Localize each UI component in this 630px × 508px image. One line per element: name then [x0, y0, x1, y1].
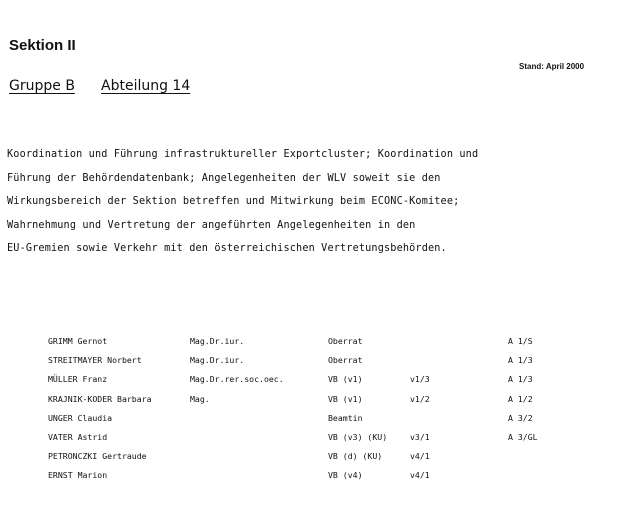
staff-function: VB (v1) [328, 393, 363, 404]
staff-title: Mag.Dr.iur. [190, 355, 245, 366]
staff-function: Oberrat [328, 336, 363, 346]
description [7, 143, 625, 261]
staff-name: UNGER Claudia [48, 412, 113, 423]
staff-name: PETRONCZKI Gertraude [48, 451, 147, 462]
staff-name: GRIMM Gernot [48, 336, 108, 346]
staff-class: A 1/3 [508, 374, 533, 385]
staff-name: KRAJNIK-KODER Barbara [48, 393, 152, 404]
staff-level: v4/1 [410, 451, 430, 462]
staff-title: Mag. [190, 393, 210, 404]
staff-function: Beamtin [328, 412, 363, 423]
staff-name: ERNST Marion [48, 470, 108, 481]
staff-function: Oberrat [328, 355, 363, 366]
department-label: Abteilung 14 [101, 78, 191, 94]
staff-class: A 1/S [508, 336, 533, 346]
staff-class: A 3/GL [508, 431, 538, 442]
staff-function: VB (v3) (KU) [328, 431, 388, 442]
staff-title: Mag.Dr.iur. [190, 336, 245, 346]
description-line: Wirkungsbereich der Sektion betreffen und Mitwirkung beim ECONC-Komitee; [7, 196, 460, 207]
staff-name: STREITMAYER Norbert [48, 355, 142, 366]
description-line: Wahrnehmung und Vertretung der angeführten Angelegenheiten in den [7, 219, 416, 231]
description-line: Führung der Behördendatenbank; Angelegenheiten der WLV soweit sie den [7, 172, 441, 184]
description-line: Koordination und Führung infrastruktureller Exportcluster; Koordination und [7, 149, 479, 160]
staff-function: VB (v1) [328, 374, 363, 385]
stand-date: Stand: April 2000 [519, 62, 585, 71]
staff-function: VB (d) (KU) [328, 451, 383, 462]
staff-name: VATER Astrid [48, 431, 108, 442]
staff-level: v3/1 [410, 431, 430, 442]
staff-level: v1/3 [410, 374, 430, 385]
staff-class: A 1/3 [508, 355, 533, 366]
staff-class: A 3/2 [508, 412, 533, 423]
staff-class: A 1/2 [508, 393, 533, 404]
staff-name: MÜLLER Franz [48, 374, 108, 385]
group-label: Gruppe B [9, 78, 75, 94]
staff-level: v4/1 [410, 470, 430, 481]
staff-function: VB (v4) [328, 470, 363, 481]
staff-title: Mag.Dr.rer.soc.oec. [190, 374, 284, 385]
description-line: EU-Gremien sowie Verkehr mit den österreichischen Vertretungsbehörden. [7, 243, 447, 254]
staff-level: v1/2 [410, 393, 430, 404]
section-title: Sektion II [9, 37, 76, 54]
